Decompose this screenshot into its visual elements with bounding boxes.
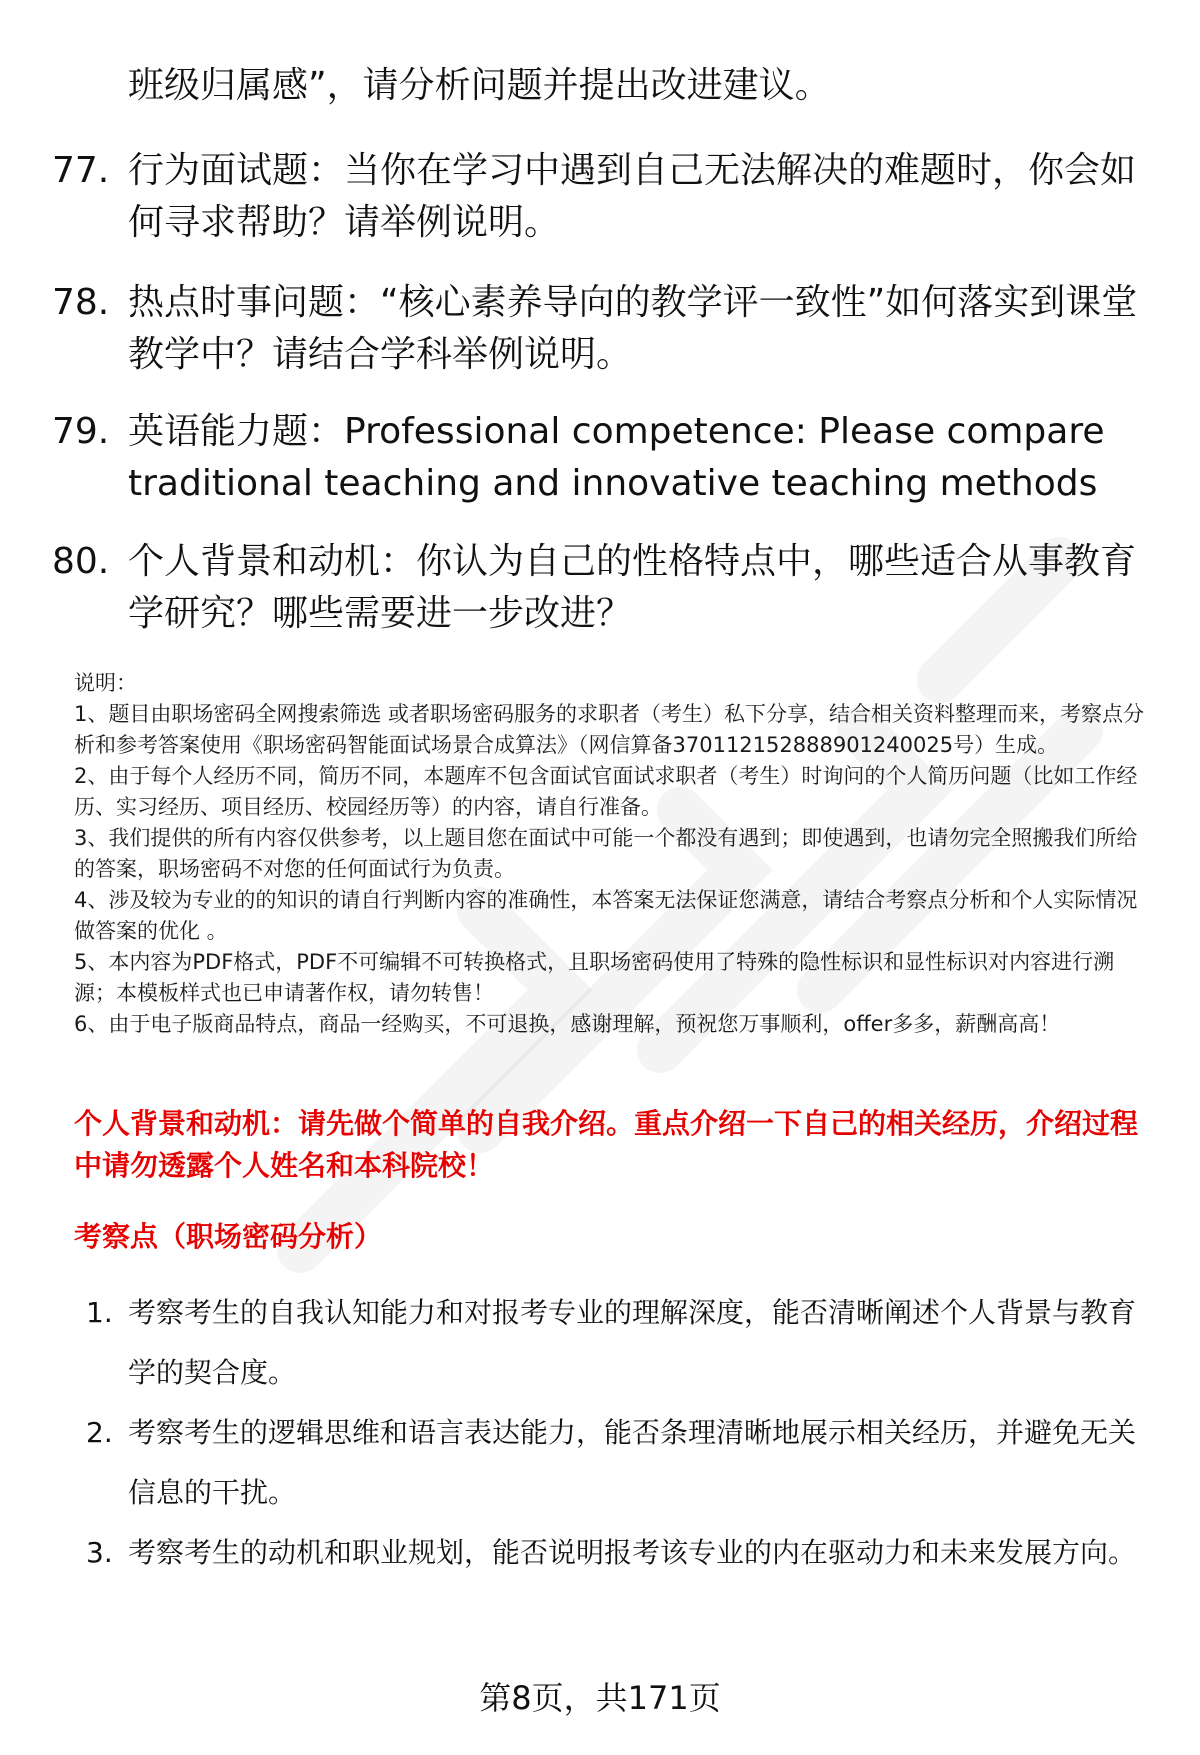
note-item: 5、本内容为PDF格式，PDF不可编辑不可转换格式，且职场密码使用了特殊的隐性标识和显性标识对内容进行溯源；本模板样式也已申请著作权，请勿转售！: [74, 950, 1115, 1005]
question-text: 热点时事问题：“核心素养导向的教学评一致性”如何落实到课堂教学中？请结合学科举例说明。: [128, 282, 1138, 375]
point-text: 考察考生的自我认知能力和对报考专业的理解深度，能否清晰阐述个人背景与教育学的契合度。: [128, 1296, 1137, 1389]
featured-question: 个人背景和动机：请先做个简单的自我介绍。重点介绍一下自己的相关经历，介绍过程中请勿透露个人姓名和本科院校！: [74, 1107, 1139, 1182]
question-text: 行为面试题：当你在学习中遇到自己无法解决的难题时，你会如何寻求帮助？请举例说明。: [128, 150, 1137, 243]
note-item: 1、题目由职场密码全网搜索筛选 或者职场密码服务的求职者（考生）私下分享，结合相关资料整理而来，考察点分析和参考答案使用《职场密码智能面试场景合成算法》（网信算备370112152888901240025号）生成。: [74, 702, 1145, 757]
point-number: 1.: [86, 1296, 113, 1329]
point-number: 2.: [86, 1416, 113, 1449]
note-item: 4、涉及较为专业的的知识的请自行判断内容的准确性，本答案无法保证您满意，请结合考察点分析和个人实际情况做答案的优化 。: [74, 888, 1138, 943]
continuation-text: 班级归属感”，请分析问题并提出改进建议。: [128, 65, 831, 106]
note-item: 2、由于每个人经历不同，简历不同，本题库不包含面试官面试求职者（考生）时询问的个人简历问题（比如工作经历、实习经历、项目经历、校园经历等）的内容，请自行准备。: [74, 764, 1138, 819]
question-text: 个人背景和动机：你认为自己的性格特点中，哪些适合从事教育学研究？哪些需要进一步改进？: [128, 541, 1137, 634]
assessment-heading: 考察点（职场密码分析）: [74, 1220, 383, 1253]
question-number: 77.: [52, 150, 110, 191]
notes-section: [74, 668, 1154, 1040]
question-number: 78.: [52, 282, 110, 323]
note-item: 3、我们提供的所有内容仅供参考，以上题目您在面试中可能一个都没有遇到；即使遇到，也请勿完全照搬我们所给的答案，职场密码不对您的任何面试行为负责。: [74, 826, 1138, 881]
question-number: 79.: [52, 411, 110, 452]
point-number: 3.: [86, 1536, 113, 1569]
notes-title: 说明：: [74, 671, 137, 695]
point-text: 考察考生的逻辑思维和语言表达能力，能否条理清晰地展示相关经历，并避免无关信息的干扰。: [128, 1416, 1137, 1509]
question-number: 80.: [52, 541, 110, 582]
question-text: 英语能力题：Professional competence: Please compare traditional teaching and innovative teaching methods: [128, 411, 1105, 504]
point-text: 考察考生的动机和职业规划，能否说明报考该专业的内在驱动力和未来发展方向。: [128, 1536, 1137, 1569]
page-number-footer: 第8页，共171页: [479, 1679, 721, 1717]
note-item: 6、由于电子版商品特点，商品一经购买，不可退换，感谢理解，预祝您万事顺利，offer多多，薪酬高高！: [74, 1012, 1061, 1036]
